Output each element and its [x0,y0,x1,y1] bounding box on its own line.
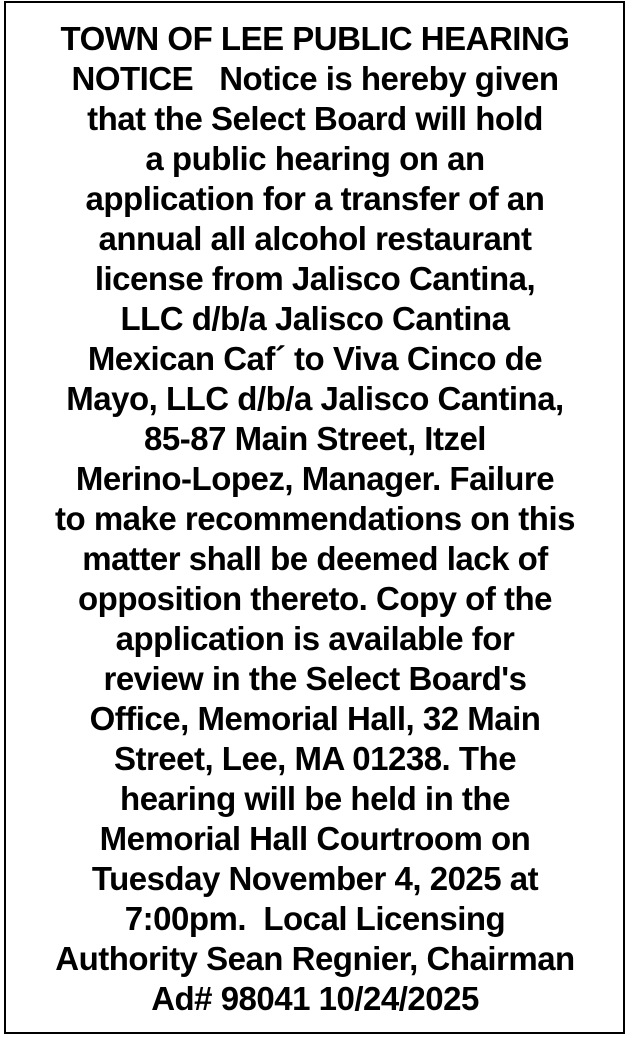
notice-line: license from Jalisco Cantina, [94,260,536,297]
notice-line: hearing will be held in the [120,780,510,817]
notice-line: Mexican Caf´ to Viva Cinco de [87,340,543,377]
notice-line: Merino-Lopez, Manager. Failure [75,460,555,497]
notice-line: Office, Memorial Hall, 32 Main [89,700,541,737]
notice-line: 85-87 Main Street, Itzel [144,420,486,457]
notice-line: Memorial Hall Courtroom on [99,820,531,857]
notice-line: TOWN OF LEE PUBLIC HEARING [60,20,570,57]
notice-line: that the Select Board will hold [87,100,543,137]
notice-line: application is available for [115,620,515,657]
notice-line: application for a transfer of an [85,180,545,217]
notice-line: Tuesday November 4, 2025 at [91,860,539,897]
notice-line: annual all alcohol restaurant [98,220,532,257]
public-hearing-notice-body [8,19,622,1019]
notice-line: LLC d/b/a Jalisco Cantina [120,300,510,337]
notice-line: to make recommendations on this [55,500,575,537]
notice-line: Ad# 98041 10/24/2025 [151,980,479,1017]
notice-line: 7:00pm. Local Licensing [124,900,506,937]
notice-line: review in the Select Board's [103,660,527,697]
notice-line: a public hearing on an [145,140,485,177]
notice-line: NOTICE Notice is hereby given [71,60,559,97]
notice-line: opposition thereto. Copy of the [78,580,552,617]
notice-line: Street, Lee, MA 01238. The [113,740,517,777]
notice-line: Authority Sean Regnier, Chairman [55,940,575,977]
notice-line: matter shall be deemed lack of [82,540,548,577]
notice-line: Mayo, LLC d/b/a Jalisco Cantina, [66,380,564,417]
